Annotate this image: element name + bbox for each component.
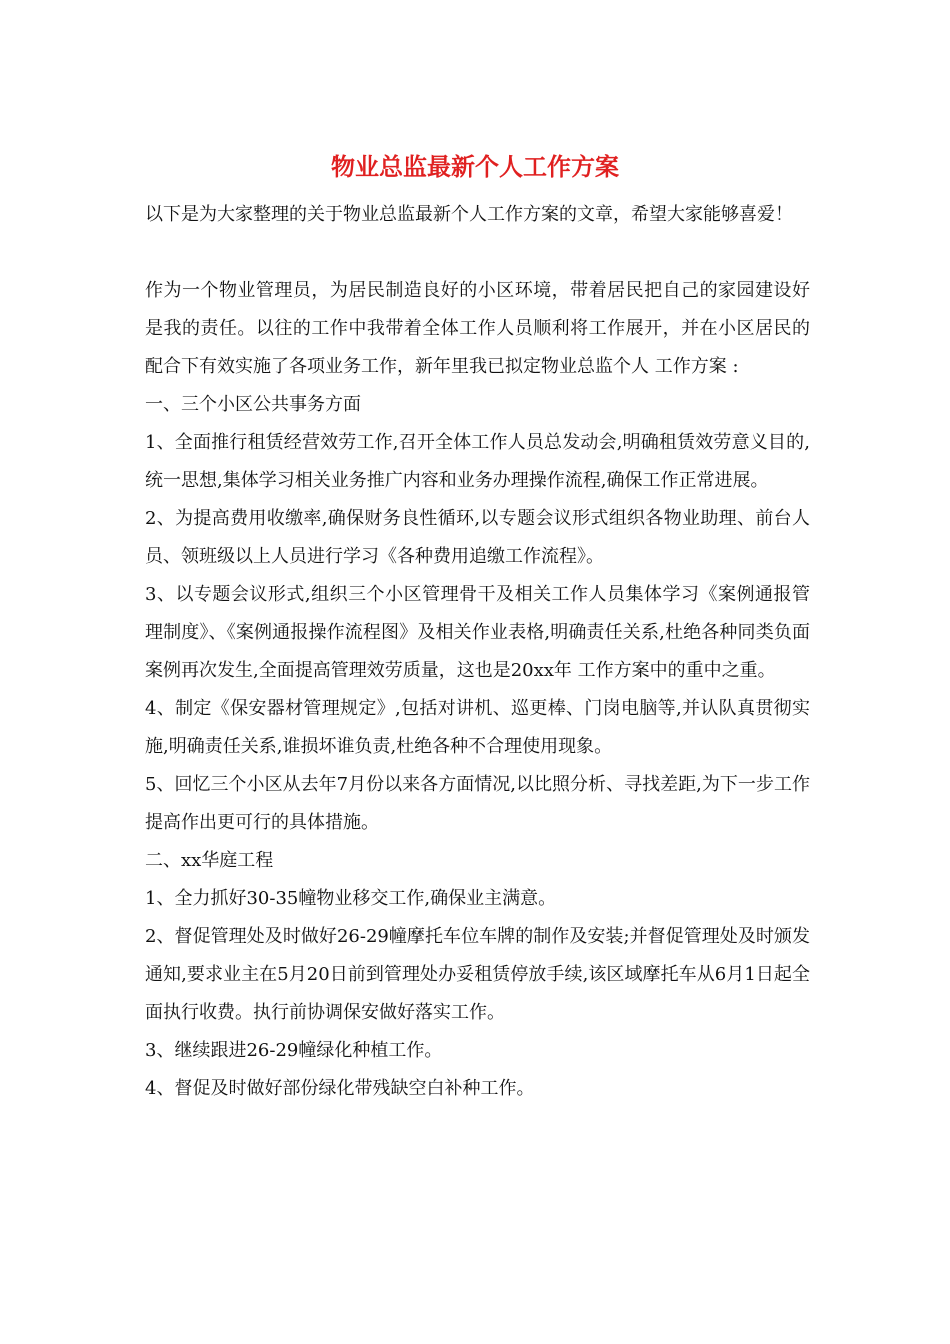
section-heading: 二、xx华庭工程	[145, 850, 274, 871]
list-item: 3、继续跟进26-29幢绿化种植工作。	[145, 1040, 443, 1061]
body-paragraph: 作为一个物业管理员，为居民制造良好的小区环境，带着居民把自己的家园建设好是我的责任。以往的工作中我带着全体工作人员顺利将工作展开，并在小区居民的配合下有效实施了各项业务工作，新年里我已拟定物业总监个人 工作方案 :	[145, 280, 810, 377]
blank-line	[145, 234, 810, 272]
list-item: 5、回忆三个小区从去年7月份以来各方面情况,以比照分析、寻找差距,为下一步工作提高作出更可行的具体措施。	[145, 774, 810, 833]
document-title: 物业总监最新个人工作方案	[331, 152, 619, 181]
list-item: 3、以专题会议形式,组织三个小区管理骨干及相关工作人员集体学习《案例通报管理制度》、《案例通报操作流程图》及相关作业表格,明确责任关系,杜绝各种同类负面案例再次发生,全面提高管理效劳质量，这也是20xx年 工作方案中的重中之重。	[145, 584, 810, 681]
document-body	[145, 196, 810, 1108]
list-item: 2、督促管理处及时做好26-29幢摩托车位车牌的制作及安装;并督促管理处及时颁发通知,要求业主在5月20日前到管理处办妥租赁停放手续,该区域摩托车从6月1日起全面执行收费。执行前协调保安做好落实工作。	[145, 926, 810, 1023]
list-item: 4、制定《保安器材管理规定》,包括对讲机、巡更棒、门岗电脑等,并认队真贯彻实施,明确责任关系,谁损坏谁负责,杜绝各种不合理使用现象。	[145, 698, 810, 757]
section-heading: 一、三个小区公共事务方面	[145, 394, 361, 415]
list-item: 2、为提高费用收缴率,确保财务良性循环,以专题会议形式组织各物业助理、前台人员、领班级以上人员进行学习《各种费用追缴工作流程》。	[145, 508, 810, 567]
list-item: 1、全力抓好30-35幢物业移交工作,确保业主满意。	[145, 888, 557, 909]
list-item: 4、督促及时做好部份绿化带残缺空白补种工作。	[145, 1078, 535, 1099]
intro-paragraph: 以下是为大家整理的关于物业总监最新个人工作方案的文章，希望大家能够喜爱！	[145, 204, 793, 225]
list-item: 1、全面推行租赁经营效劳工作,召开全体工作人员总发动会,明确租赁效劳意义目的,统一思想,集体学习相关业务推广内容和业务办理操作流程,确保工作正常进展。	[145, 432, 810, 491]
